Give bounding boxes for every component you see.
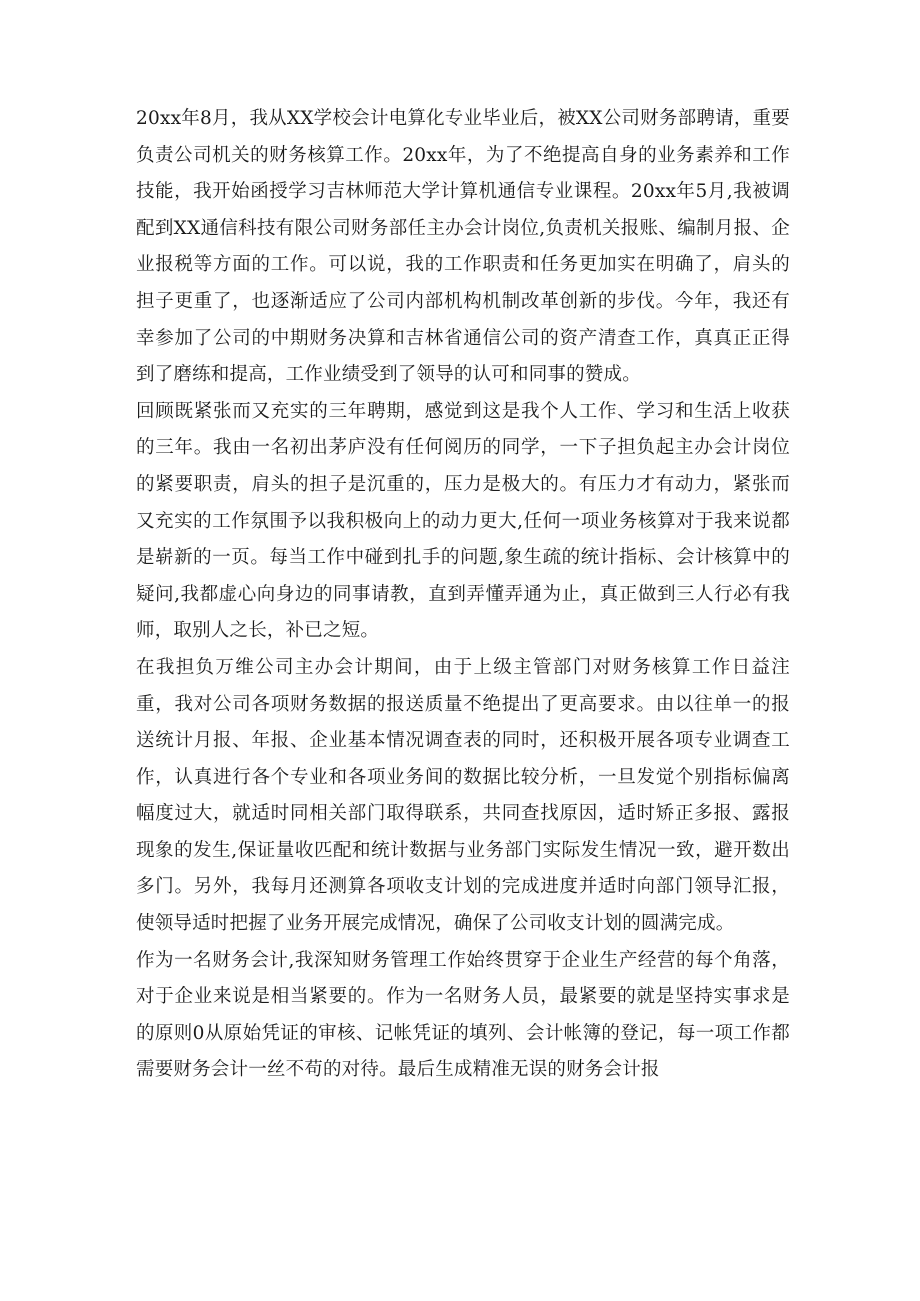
document-body bbox=[136, 101, 790, 1089]
paragraph-4: 作为一名财务会计,我深知财务管理工作始终贯穿于企业生产经营的每个角落，对于企业来说是相当紧要的。作为一名财务人员，最紧要的就是坚持实事求是的原则0从原始凭证的审核、记帐凭证的填列、会计帐簿的登记，每一项工作都需要财务会计一丝不苟的对待。最后生成精准无误的财务会计报 bbox=[136, 949, 790, 1081]
paragraph-3: 在我担负万维公司主办会计期间，由于上级主管部门对财务核算工作日益注重，我对公司各项财务数据的报送质量不绝提出了更高要求。由以往单一的报送统计月报、年报、企业基本情况调查表的同时，还积极开展各项专业调查工作，认真进行各个专业和各项业务间的数据比较分析，一旦发觉个别指标偏离幅度过大，就适时同相关部门取得联系，共同查找原因，适时矫正多报、露报现象的发生,保证量收匹配和统计数据与业务部门实际发生情况一致，避开数出多门。另外，我每月还测算各项收支计划的完成进度并适时向部门领导汇报，使领导适时把握了业务开展完成情况，确保了公司收支计划的圆满完成。 bbox=[136, 656, 790, 935]
paragraph-2: 回顾既紧张而又充实的三年聘期，感觉到这是我个人工作、学习和生活上收获的三年。我由一名初出茅庐没有任何阅历的同学，一下子担负起主办会计岗位的紧要职责，肩头的担子是沉重的，压力是极大的。有压力才有动力，紧张而又充实的工作氛围予以我积极向上的动力更大,任何一项业务核算对于我来说都是崭新的一页。每当工作中碰到扎手的问题,象生疏的统计指标、会计核算中的疑问,我都虚心向身边的同事请教，直到弄懂弄通为止，真正做到三人行必有我师，取别人之长，补已之短。 bbox=[136, 400, 790, 642]
paragraph-1: 20xx年8月，我从XX学校会计电算化专业毕业后，被XX公司财务部聘请，重要负责公司机关的财务核算工作。20xx年，为了不绝提高自身的业务素养和工作技能，我开始函授学习吉林师范大学计算机通信专业课程。20xx年5月,我被调配到XX通信科技有限公司财务部任主办会计岗位,负责机关报账、编制月报、企业报税等方面的工作。可以说，我的工作职责和任务更加实在明确了，肩头的担子更重了，也逐渐适应了公司内部机构机制改革创新的步伐。今年，我还有幸参加了公司的中期财务决算和吉林省通信公司的资产清查工作，真真正正得到了磨练和提高，工作业绩受到了领导的认可和同事的赞成。 bbox=[136, 108, 790, 386]
